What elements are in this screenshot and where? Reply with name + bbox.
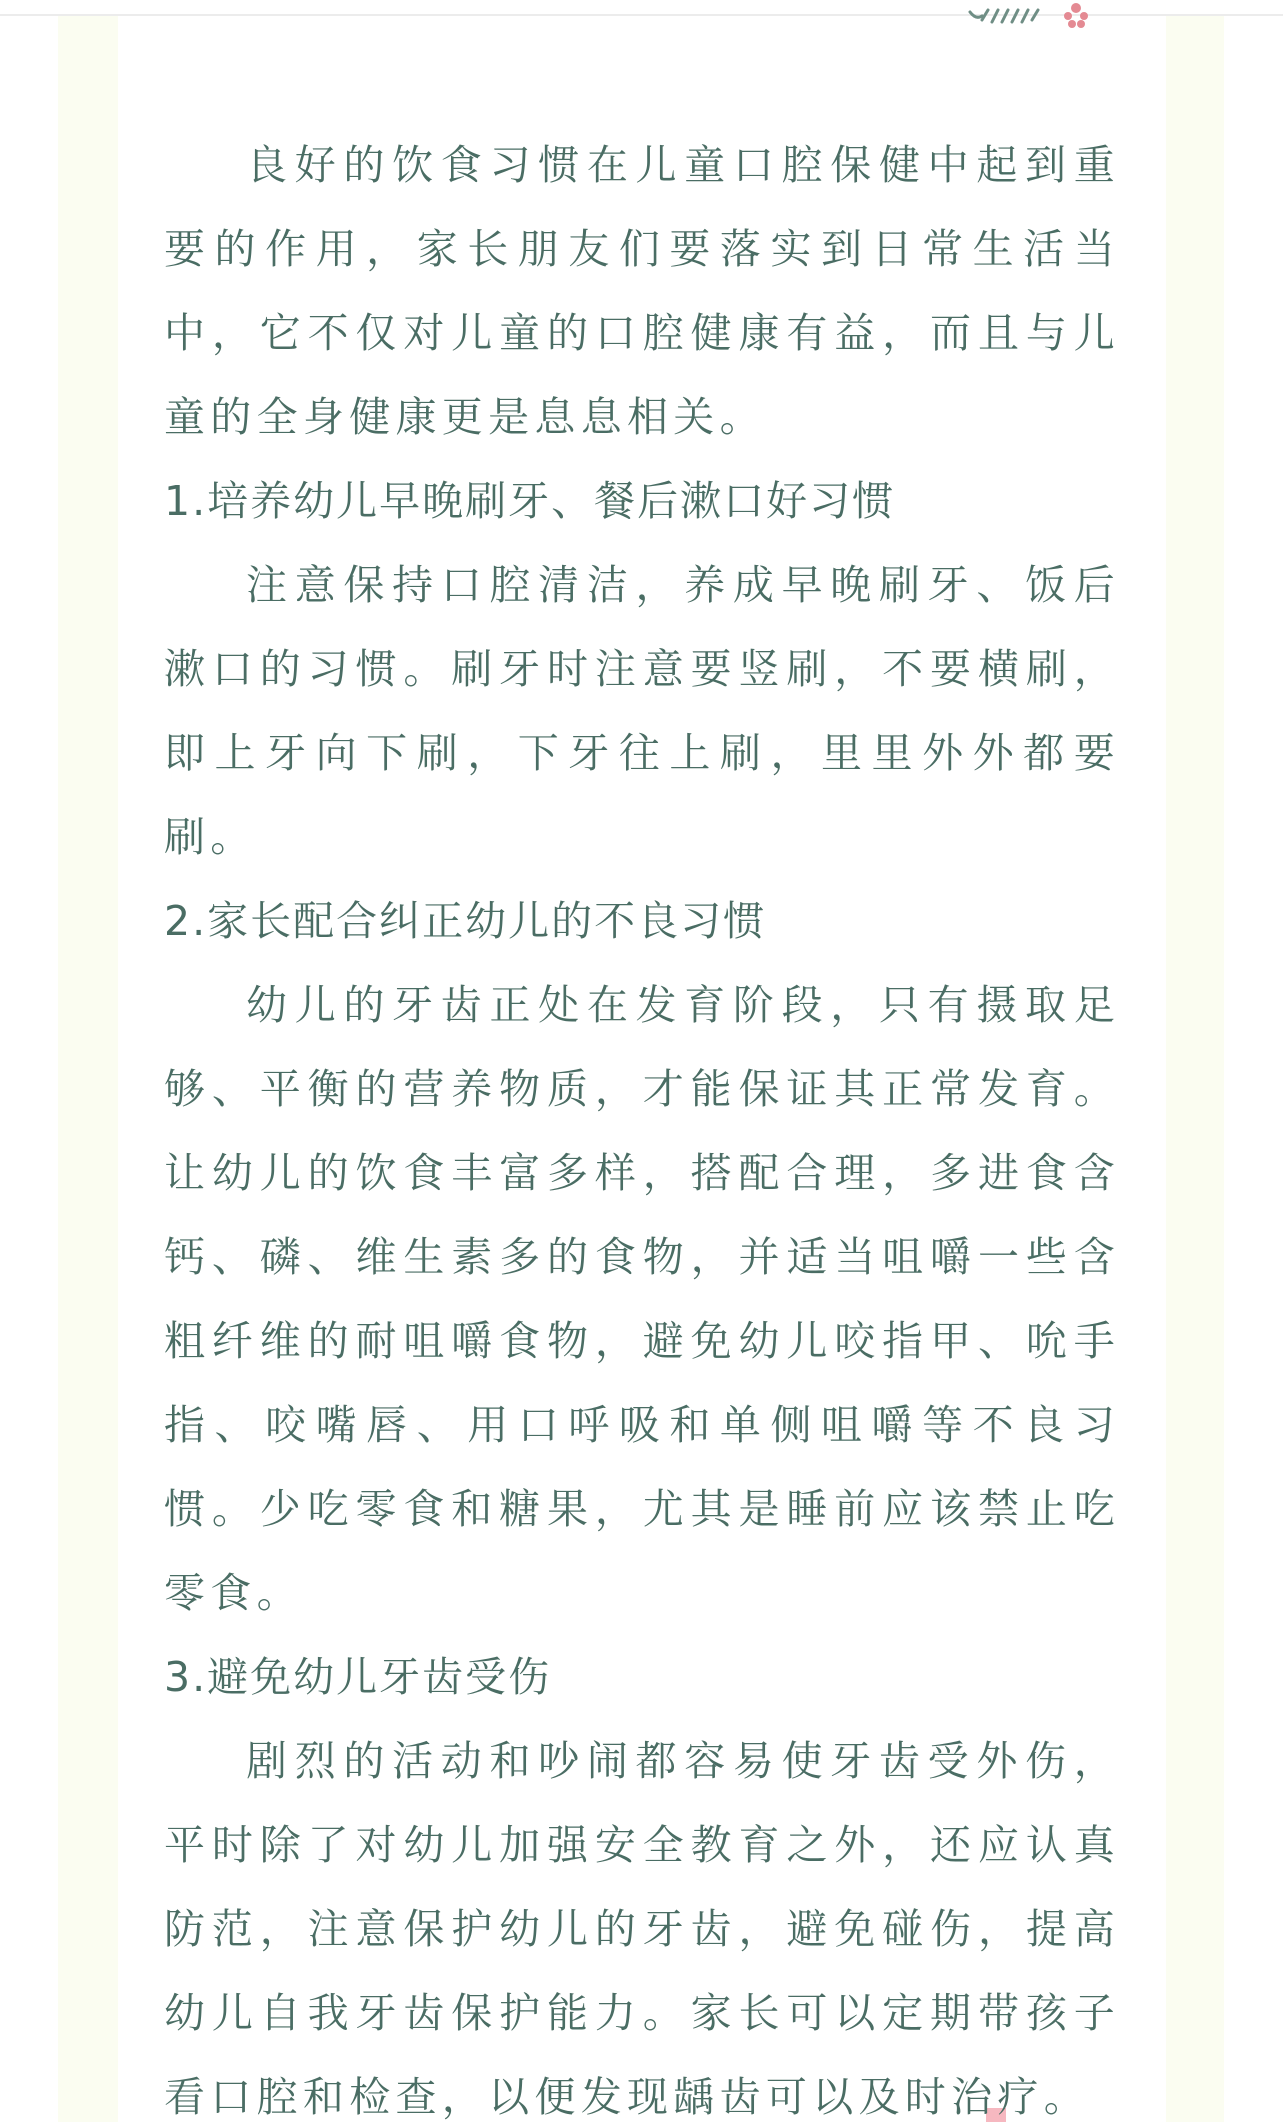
section-paragraph: 剧烈的活动和吵闹都容易使牙齿受外伤，平时除了对幼儿加强安全教育之外，还应认真防范，注意保护幼儿的牙齿，避免碰伤，提高幼儿自我牙齿保护能力。家长可以定期带孩子看口腔和检查，以便发现龋齿可以及时治疗。 xyxy=(164,1737,1120,2121)
intro-paragraph: 良好的饮食习惯在儿童口腔保健中起到重要的作用，家长朋友们要落实到日常生活当中，它不仅对儿童的口腔健康有益，而且与儿童的全身健康更是息息相关。 xyxy=(164,141,1120,441)
section-paragraph: 注意保持口腔清洁，养成早晚刷牙、饭后漱口的习惯。刷牙时注意要竖刷，不要横刷，即上牙向下刷，下牙往上刷，里里外外都要刷。 xyxy=(164,561,1120,861)
floral-decoration-icon xyxy=(968,0,1104,34)
section-heading: 3.避免幼儿牙齿受伤 xyxy=(164,1653,552,1701)
article-body xyxy=(164,123,1120,2122)
section-paragraph: 幼儿的牙齿正处在发育阶段，只有摄取足够、平衡的营养物质，才能保证其正常发育。让幼儿的饮食丰富多样，搭配合理，多进食含钙、磷、维生素多的食物，并适当咀嚼一些含粗纤维的耐咀嚼食物，避免幼儿咬指甲、吮手指、咬嘴唇、用口呼吸和单侧咀嚼等不良习惯。少吃零食和糖果，尤其是睡前应该禁止吃零食。 xyxy=(164,981,1120,1617)
section-heading: 1.培养幼儿早晚刷牙、餐后漱口好习惯 xyxy=(164,477,896,525)
section-heading: 2.家长配合纠正幼儿的不良习惯 xyxy=(164,897,767,945)
